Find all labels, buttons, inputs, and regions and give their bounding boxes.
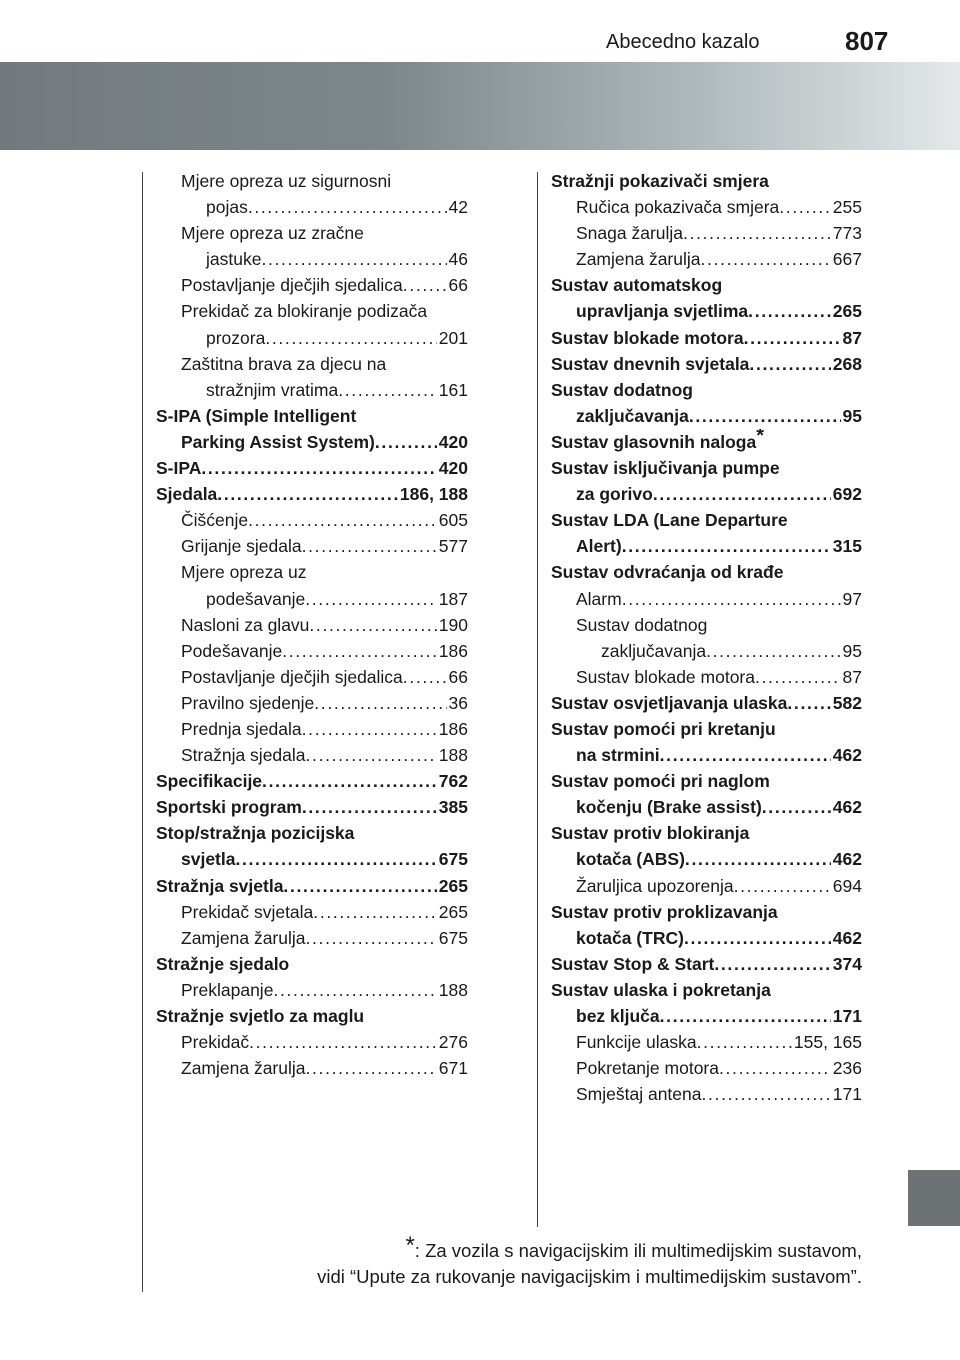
dot-leader [248, 507, 437, 533]
left-column-rule [142, 172, 143, 1292]
index-entry [156, 690, 468, 716]
index-term: Prednja sjedala [181, 718, 302, 739]
page-reference: 36 [448, 692, 468, 713]
index-entry [551, 351, 862, 377]
dot-leader [403, 272, 447, 298]
page-reference: 201 [438, 327, 468, 348]
index-term: Sustav LDA (Lane Departure [551, 510, 788, 531]
index-entry [551, 977, 862, 1003]
dot-leader [734, 873, 831, 899]
page-reference: 265 [438, 875, 468, 896]
dot-leader [685, 846, 831, 872]
index-term: Sustav odvraćanja od krađe [551, 562, 784, 583]
index-entry [156, 455, 468, 481]
index-term: jastuke [206, 249, 262, 270]
dot-leader [744, 325, 841, 351]
dot-leader [306, 1055, 437, 1081]
page-reference: 186 [438, 640, 468, 661]
page-reference: 773 [832, 223, 862, 244]
index-term: Preklapanje [181, 979, 274, 1000]
dot-leader [622, 586, 841, 612]
index-entry [156, 925, 468, 951]
page-reference: 95 [842, 405, 862, 426]
index-term: kočenju (Brake assist) [576, 797, 762, 818]
index-entry [551, 403, 862, 429]
index-entry [156, 638, 468, 664]
index-entry [551, 429, 862, 455]
index-entry [551, 768, 862, 794]
dot-leader [305, 586, 437, 612]
index-entry [551, 742, 862, 768]
index-entry [551, 533, 862, 559]
index-entry [156, 325, 468, 351]
page-reference: 171 [832, 1006, 862, 1026]
index-entry [551, 272, 862, 298]
page-reference: 692 [832, 484, 862, 505]
index-term: Ručica pokazivača smjera [576, 197, 780, 218]
index-term: Postavljanje dječjih sjedalica [181, 275, 403, 296]
page-reference: 265 [438, 901, 468, 922]
index-term: Sustav blokade motora [551, 327, 744, 348]
footnote-marker: * [405, 1232, 415, 1259]
index-term: prozora [206, 327, 266, 348]
index-entry [156, 612, 468, 638]
dot-leader [302, 794, 437, 820]
index-term: Zaštitna brava za djecu na [181, 353, 387, 374]
dot-leader [719, 1055, 831, 1081]
index-term: Alert) [576, 536, 622, 557]
footnote [102, 1232, 862, 1290]
dot-leader [622, 533, 831, 559]
page-reference: 762 [438, 771, 468, 792]
page-reference: 95 [842, 640, 862, 661]
index-entry [551, 298, 862, 324]
page-reference: 42 [448, 197, 468, 218]
index-entry [156, 664, 468, 690]
index-entry [551, 899, 862, 925]
page-reference: 315 [832, 536, 862, 557]
index-term: Sustav glasovnih naloga [551, 431, 757, 452]
page-number: 807 [845, 26, 889, 56]
index-term: Podešavanje [181, 640, 283, 661]
index-term: Alarm [576, 588, 622, 609]
index-entry [551, 690, 862, 716]
index-entry [551, 794, 862, 820]
page-reference: 420 [438, 431, 468, 452]
page-reference: 462 [832, 745, 862, 766]
index-entry [156, 246, 468, 272]
index-entry [551, 664, 862, 690]
index-term: kotača (ABS) [576, 849, 685, 870]
index-term: Sustav protiv proklizavanja [551, 901, 778, 922]
index-entry [156, 742, 468, 768]
index-term: Prekidač za blokiranje podizača [181, 301, 428, 322]
index-entry [551, 246, 862, 272]
index-entry [156, 977, 468, 1003]
page-reference: 97 [842, 588, 862, 609]
dot-leader [714, 951, 830, 977]
page-reference: 276 [438, 1032, 468, 1053]
index-term: Čišćenje [181, 510, 249, 531]
page-reference: 268 [832, 353, 862, 374]
page-reference: 190 [438, 614, 468, 635]
dot-leader [702, 1081, 831, 1107]
page-reference: 186 [438, 718, 468, 739]
index-entry [156, 194, 468, 220]
page-reference: 385 [438, 797, 468, 818]
index-entry [156, 873, 468, 899]
dot-leader [265, 325, 436, 351]
footnote-line-2: vidi “Upute za rukovanje navigacijskim i multimedijskim sustavom”. [317, 1266, 862, 1287]
index-term: bez ključa [576, 1006, 660, 1026]
index-term: Sustav osvjetljavanja ulaska [551, 692, 788, 713]
dot-leader [302, 533, 437, 559]
dot-leader [660, 1003, 831, 1029]
page-reference: 462 [832, 927, 862, 948]
page-reference: 236 [832, 1058, 862, 1079]
index-entry [156, 533, 468, 559]
index-entry [156, 899, 468, 925]
dot-leader [403, 664, 447, 690]
index-term: Sustav pomoći pri kretanju [551, 718, 776, 739]
index-term: S-IPA (Simple Intelligent [156, 405, 357, 426]
index-term: Prekidač [181, 1032, 250, 1053]
dot-leader [779, 194, 831, 220]
index-entry [551, 716, 862, 742]
footnote-text-1: : Za vozila s navigacijskim ili multimedijskim sustavom, [414, 1240, 862, 1261]
index-entry [156, 846, 468, 872]
index-entry [551, 220, 862, 246]
index-term: Stražnje svjetlo za maglu [156, 1006, 365, 1026]
index-term: Grijanje sjedala [181, 536, 302, 557]
index-entry [156, 1003, 468, 1029]
page-reference: 186, 188 [399, 484, 468, 505]
index-entry [551, 846, 862, 872]
dot-leader [313, 899, 437, 925]
dot-leader [249, 1029, 437, 1055]
index-entry [156, 351, 468, 377]
index-entry [551, 612, 862, 638]
column-divider [537, 172, 538, 1227]
index-entry [551, 481, 862, 507]
index-term: Sustav protiv blokiranja [551, 823, 750, 844]
index-entry [156, 403, 468, 429]
index-term: Sjedala [156, 484, 218, 505]
page-reference: 374 [832, 953, 862, 974]
index-term: Zamjena žarulja [181, 1058, 306, 1079]
header-banner [0, 62, 960, 150]
index-column-left [156, 168, 468, 1081]
page-header [0, 0, 960, 62]
dot-leader [338, 377, 437, 403]
dot-leader [375, 429, 437, 455]
index-entry [551, 377, 862, 403]
index-entry [156, 377, 468, 403]
index-entry [551, 1029, 862, 1055]
index-entry [551, 455, 862, 481]
page-reference: 694 [832, 875, 862, 896]
index-term: pojas [206, 197, 248, 218]
index-term: podešavanje [206, 588, 306, 609]
section-title: Abecedno kazalo [606, 31, 760, 53]
index-entry [156, 768, 468, 794]
page-reference: 187 [438, 588, 468, 609]
index-term: Sustav Stop & Start [551, 953, 715, 974]
dot-leader [273, 977, 436, 1003]
index-term: Snaga žarulja [576, 223, 684, 244]
index-term: S-IPA [156, 458, 202, 479]
dot-leader [660, 742, 831, 768]
index-entry [156, 507, 468, 533]
dot-leader [748, 298, 831, 324]
footnote-line-1 [102, 1232, 862, 1264]
section-thumb-tab [908, 1170, 960, 1226]
dot-leader [787, 690, 830, 716]
dot-leader [755, 664, 841, 690]
index-term: svjetla [181, 849, 236, 870]
dot-leader [282, 638, 437, 664]
dot-leader [217, 481, 398, 507]
dot-leader [683, 220, 831, 246]
index-term: Sustav dnevnih svjetala [551, 353, 750, 374]
index-term: za gorivo [576, 484, 653, 505]
index-term: Smještaj antena [576, 1084, 702, 1105]
page-reference: 255 [832, 197, 862, 218]
index-term: Stražnji pokazivači smjera [551, 171, 769, 191]
dot-leader [235, 846, 436, 872]
index-term: Pokretanje motora [576, 1058, 719, 1079]
index-entry [156, 820, 468, 846]
page-reference: 66 [448, 666, 468, 687]
index-term: Postavljanje dječjih sjedalica [181, 666, 403, 687]
index-column-right [551, 168, 862, 1107]
page-reference: 188 [438, 745, 468, 766]
dot-leader [689, 403, 841, 429]
index-term: Pravilno sjedenje [181, 692, 315, 713]
index-term: Stražnja svjetla [156, 875, 284, 896]
dot-leader [201, 455, 436, 481]
index-term: Sustav automatskog [551, 275, 723, 296]
index-term: Zamjena žarulja [181, 927, 306, 948]
dot-leader [684, 925, 831, 951]
index-term: na strmini [576, 745, 660, 766]
index-entry [156, 1055, 468, 1081]
page-reference: 87 [842, 327, 862, 348]
page-reference: 171 [832, 1084, 862, 1105]
index-term: Parking Assist System) [181, 431, 375, 452]
index-entry [551, 925, 862, 951]
page-reference: 582 [832, 692, 862, 713]
index-term: upravljanja svjetlima [576, 301, 749, 322]
index-entry [156, 794, 468, 820]
page-reference: 188 [438, 979, 468, 1000]
index-term: zaključavanja [601, 640, 707, 661]
dot-leader [261, 246, 446, 272]
dot-leader [283, 873, 436, 899]
index-term: Sustav dodatnog [576, 614, 708, 635]
dot-leader [248, 194, 447, 220]
index-entry [551, 1081, 862, 1107]
index-entry [156, 559, 468, 585]
page-reference: 462 [832, 849, 862, 870]
index-entry [551, 820, 862, 846]
index-entry [551, 586, 862, 612]
page-reference: 675 [438, 927, 468, 948]
index-term: Žaruljica upozorenja [576, 875, 734, 896]
index-entry [156, 951, 468, 977]
index-entry [551, 873, 862, 899]
index-entry [551, 325, 862, 351]
index-term: Stražnja sjedala [181, 745, 306, 766]
index-term: Funkcije ulaska [576, 1032, 697, 1053]
index-term: Zamjena žarulja [576, 249, 701, 270]
index-term: Mjere opreza uz sigurnosni [181, 171, 392, 191]
index-term: Sustav blokade motora [576, 666, 755, 687]
dot-leader [309, 612, 436, 638]
index-term: Stražnje sjedalo [156, 953, 290, 974]
index-entry [156, 429, 468, 455]
index-term: Sustav pomoći pri naglom [551, 771, 770, 792]
footnote-reference: * [756, 428, 764, 447]
index-entry [156, 298, 468, 324]
index-entry [156, 272, 468, 298]
index-term: Stop/stražnja pozicijska [156, 823, 355, 844]
index-entry [156, 481, 468, 507]
page-reference: 265 [832, 301, 862, 322]
index-entry [551, 168, 862, 194]
index-term: Sustav ulaska i pokretanja [551, 979, 771, 1000]
index-entry [156, 586, 468, 612]
dot-leader [302, 716, 437, 742]
index-term: stražnjim vratima [206, 379, 339, 400]
page-reference: 46 [448, 249, 468, 270]
page-reference: 161 [438, 379, 468, 400]
dot-leader [314, 690, 446, 716]
page-reference: 605 [438, 510, 468, 531]
page-reference: 675 [438, 849, 468, 870]
index-entry [551, 1055, 862, 1081]
index-entry [156, 168, 468, 194]
dot-leader [306, 925, 437, 951]
index-term: kotača (TRC) [576, 927, 684, 948]
index-entry [156, 1029, 468, 1055]
index-entry [156, 220, 468, 246]
dot-leader [762, 794, 831, 820]
index-term: Sustav isključivanja pumpe [551, 458, 780, 479]
dot-leader [701, 246, 831, 272]
dot-leader [306, 742, 437, 768]
dot-leader [749, 351, 830, 377]
index-entry [551, 559, 862, 585]
index-term: Sustav dodatnog [551, 379, 693, 400]
page-reference: 667 [832, 249, 862, 270]
index-term: Nasloni za glavu [181, 614, 310, 635]
index-term: Prekidač svjetala [181, 901, 314, 922]
index-term: zaključavanja [576, 405, 689, 426]
index-entry [551, 1003, 862, 1029]
dot-leader [653, 481, 831, 507]
index-term: Sportski program [156, 797, 302, 818]
index-term: Specifikacije [156, 771, 263, 792]
dot-leader [706, 638, 840, 664]
index-entry [156, 716, 468, 742]
page-reference: 420 [438, 458, 468, 479]
index-entry [551, 951, 862, 977]
index-entry [551, 194, 862, 220]
dot-leader [697, 1029, 792, 1055]
index-term: Mjere opreza uz [181, 562, 307, 583]
index-term: Mjere opreza uz zračne [181, 223, 364, 244]
page-reference: 66 [448, 275, 468, 296]
page-reference: 671 [438, 1058, 468, 1079]
index-entry [551, 638, 862, 664]
page-reference: 155, 165 [793, 1032, 862, 1053]
page-reference: 87 [842, 666, 862, 687]
page-reference: 577 [438, 536, 468, 557]
index-entry [551, 507, 862, 533]
dot-leader [262, 768, 437, 794]
page-reference: 462 [832, 797, 862, 818]
